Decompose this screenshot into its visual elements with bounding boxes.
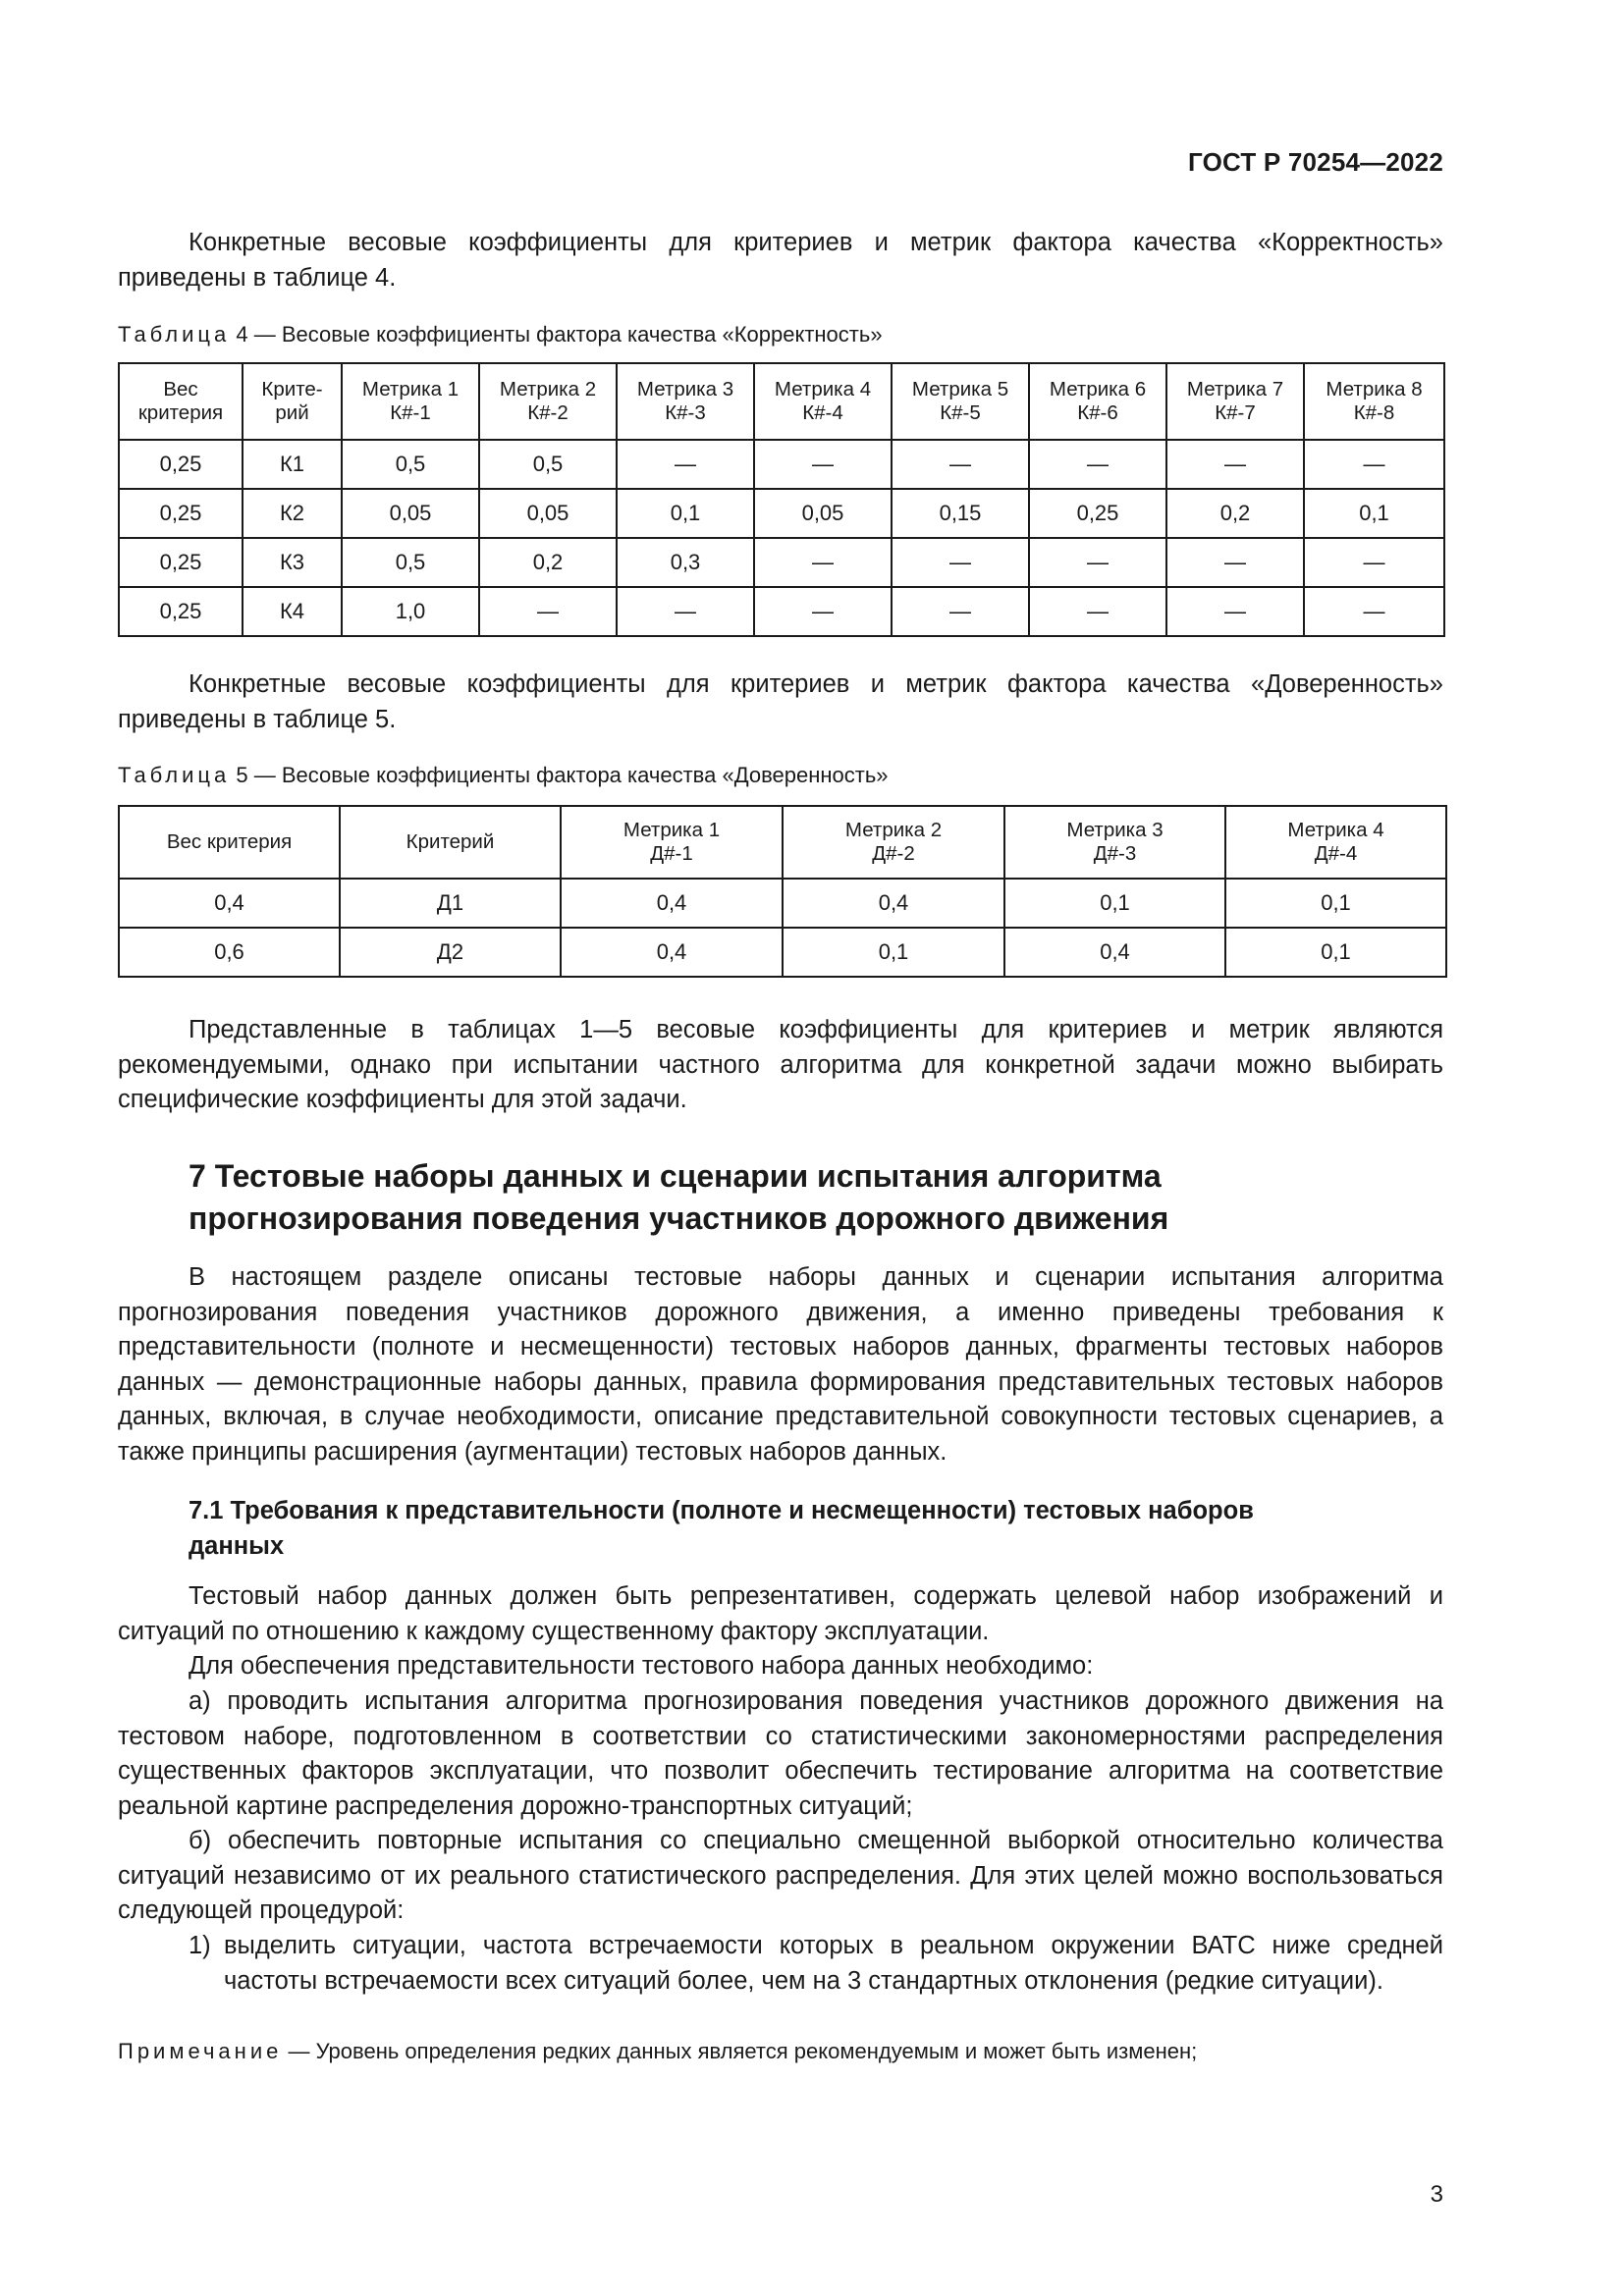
section71-p1: Тестовый набор данных должен быть репрезентативен, содержать целевой набор изображений и ситуаций по отношению к каждому существенному фактору эксплуатации.: [118, 1582, 1443, 1645]
table-cell: 0,25: [119, 538, 243, 587]
table5-header-5: [1004, 806, 1225, 879]
table-cell: —: [1166, 587, 1304, 636]
table4-header-4: [479, 363, 617, 440]
table-row: [119, 538, 1444, 587]
table5-header-text: Метрика 1: [623, 819, 721, 841]
table4-header-text: Вес: [163, 378, 198, 400]
table-cell: К1: [243, 440, 342, 489]
table-cell: 0,4: [119, 879, 340, 928]
table-cell: 0,25: [119, 587, 243, 636]
table-cell: 0,25: [119, 440, 243, 489]
section71-heading: 7.1 Требования к представительности (полноте и несмещенности) тестовых наборов данных: [189, 1497, 1254, 1560]
table5-header-text: Д#-1: [650, 842, 693, 865]
table4-header-2: [243, 363, 342, 440]
intro-table4-paragraph: Конкретные весовые коэффициенты для критериев и метрик фактора качества «Корректность» приведены в таблице 4.: [118, 229, 1443, 292]
section71-p2: Для обеспечения представительности тестового набора данных необходимо:: [189, 1652, 1094, 1680]
table4-header-text: критерия: [137, 401, 224, 424]
table-cell: —: [1029, 440, 1166, 489]
table-cell: —: [1166, 440, 1304, 489]
table5-header-text: Д#-2: [872, 842, 915, 865]
table-cell: 0,1: [1225, 928, 1446, 977]
table4-header-text: Метрика 1: [361, 378, 460, 400]
document-page: [118, 0, 1443, 2296]
table5-header-text: Метрика 2: [844, 819, 943, 841]
table-cell: 0,4: [783, 879, 1004, 928]
table-row: [119, 489, 1444, 538]
table-cell: —: [1166, 538, 1304, 587]
table5-header-4: [783, 806, 1004, 879]
table-cell: 0,25: [1029, 489, 1166, 538]
table4-header-text: Метрика 8: [1326, 378, 1423, 400]
list-item-b: б) обеспечить повторные испытания со специально смещенной выборкой относительно количества ситуаций независимо от их реального статистического распределения. Для этих целей можно воспользоваться следующей процедурой:: [118, 1827, 1443, 1924]
table4-header-text: Метрика 3: [636, 378, 734, 400]
table-cell: —: [479, 587, 617, 636]
document-id: ГОСТ Р 70254—2022: [1188, 147, 1443, 177]
table-cell: 0,4: [561, 879, 783, 928]
table4-header-text: рий: [275, 401, 309, 424]
table5-header-text: Метрика 3: [1066, 819, 1164, 841]
note: Примечание — Уровень определения редких данных является рекомендуемым и может быть изменен;: [118, 2039, 1198, 2063]
table-cell: 0,1: [1225, 879, 1446, 928]
table-cell: 0,1: [617, 489, 754, 538]
table-cell: —: [892, 440, 1029, 489]
table4-header-9: [1166, 363, 1304, 440]
table5-header-text: Вес критерия: [166, 830, 293, 853]
table-cell: —: [1029, 587, 1166, 636]
table4: [118, 362, 1445, 637]
table4-header-7: [892, 363, 1029, 440]
table-cell: 0,4: [1004, 928, 1225, 977]
table4-header-text: К#-1: [390, 401, 431, 424]
table4-header-1: [119, 363, 243, 440]
table-cell: 0,3: [617, 538, 754, 587]
table-cell: —: [1304, 440, 1444, 489]
table-cell: 0,15: [892, 489, 1029, 538]
table5: [118, 805, 1447, 978]
table-cell: 0,5: [342, 538, 479, 587]
table4-header-text: К#-4: [802, 401, 843, 424]
table-cell: К2: [243, 489, 342, 538]
table4-header-text: Метрика 5: [911, 378, 1009, 400]
table4-header-6: [754, 363, 892, 440]
table-cell: —: [754, 587, 892, 636]
table-cell: 0,05: [479, 489, 617, 538]
table-cell: 0,1: [1004, 879, 1225, 928]
table-cell: 0,2: [479, 538, 617, 587]
table4-header-text: К#-7: [1215, 401, 1256, 424]
list-item-a: а) проводить испытания алгоритма прогнозирования поведения участников дорожного движения на тестовом наборе, подготовленном в соответствии со статистическими закономерностями распределения существенных факторов эксплуатации, что позволит обеспечить тестирование алгоритма на соответствие реальной картине распределения дорожно-транспортных ситуаций;: [118, 1687, 1443, 1820]
table-cell: 0,2: [1166, 489, 1304, 538]
table-cell: 0,1: [783, 928, 1004, 977]
table-cell: 0,5: [342, 440, 479, 489]
table5-caption: Таблица 5 — Весовые коэффициенты фактора качества «Доверенность»: [118, 763, 889, 787]
page-number: 3: [1430, 2181, 1443, 2208]
table4-header-10: [1304, 363, 1444, 440]
table4-header-text: Крите-: [261, 378, 323, 400]
table-cell: 0,05: [754, 489, 892, 538]
table-cell: —: [754, 440, 892, 489]
table4-header-5: [617, 363, 754, 440]
table4-caption: Таблица 4 — Весовые коэффициенты фактора качества «Корректность»: [118, 322, 883, 347]
table-cell: 0,1: [1304, 489, 1444, 538]
table-row: [119, 440, 1444, 489]
intro-table5-paragraph: Конкретные весовые коэффициенты для критериев и метрик фактора качества «Доверенность» приведены в таблице 5.: [118, 670, 1443, 733]
table-cell: 0,05: [342, 489, 479, 538]
table5-header-text: Д#-4: [1314, 842, 1358, 865]
table-cell: —: [754, 538, 892, 587]
table4-header-text: К#-5: [940, 401, 981, 424]
table5-header-2: [340, 806, 561, 879]
table-cell: —: [1304, 587, 1444, 636]
table-cell: К4: [243, 587, 342, 636]
table-cell: —: [617, 440, 754, 489]
table4-header-text: Метрика 6: [1049, 378, 1147, 400]
table-cell: Д2: [340, 928, 561, 977]
table4-header-3: [342, 363, 479, 440]
table-row: [119, 587, 1444, 636]
table-cell: 0,6: [119, 928, 340, 977]
table-cell: —: [1304, 538, 1444, 587]
table-cell: —: [892, 587, 1029, 636]
table-cell: 0,4: [561, 928, 783, 977]
table-cell: —: [1029, 538, 1166, 587]
table-row: [119, 879, 1446, 928]
section7-intro: В настоящем разделе описаны тестовые наборы данных и сценарии испытания алгоритма прогнозирования поведения участников дорожного движения, а именно приведены требования к представительности (полноте и несмещенности) тестовых наборов данных, фрагменты тестовых наборов данных — демонстрационные наборы данных, правила формирования представительных тестовых наборов данных, включая, в случае необходимости, описание представительной совокупности тестовых сценариев, а также принципы расширения (аугментации) тестовых наборов данных.: [118, 1263, 1443, 1466]
recommended-paragraph: Представленные в таблицах 1—5 весовые коэффициенты для критериев и метрик являются рекомендуемыми, однако при испытании частного алгоритма для конкретной задачи можно выбирать специфические коэффициенты для этой задачи.: [118, 1016, 1443, 1113]
table4-header-text: Метрика 4: [774, 378, 872, 400]
table4-header-text: К#-2: [527, 401, 568, 424]
table4-header-text: Метрика 2: [499, 378, 597, 400]
table-row: [119, 928, 1446, 977]
table-cell: 0,5: [479, 440, 617, 489]
table4-header-text: К#-3: [665, 401, 706, 424]
table-cell: К3: [243, 538, 342, 587]
table5-header-1: [119, 806, 340, 879]
table5-header-3: [561, 806, 783, 879]
table-cell: —: [892, 538, 1029, 587]
table4-header-text: К#-8: [1353, 401, 1395, 424]
table5-header-text: Метрика 4: [1287, 819, 1384, 841]
table5-header-text: Критерий: [406, 830, 495, 853]
table-cell: —: [617, 587, 754, 636]
table4-header-text: Метрика 7: [1186, 378, 1284, 400]
table4-header-8: [1029, 363, 1166, 440]
table-cell: 1,0: [342, 587, 479, 636]
table-cell: 0,25: [119, 489, 243, 538]
table-cell: Д1: [340, 879, 561, 928]
table4-header-text: К#-6: [1077, 401, 1118, 424]
sub-item-1: 1) выделить ситуации, частота встречаемости которых в реальном окружении ВАТС ниже средней частоты встречаемости всех ситуаций более, чем на 3 стандартных отклонения (редкие ситуации).: [189, 1932, 1443, 1995]
table5-header-6: [1225, 806, 1446, 879]
section7-heading: 7 Тестовые наборы данных и сценарии испытания алгоритма прогнозирования поведения участников дорожного движения: [189, 1158, 1169, 1236]
table5-header-text: Д#-3: [1093, 842, 1137, 865]
